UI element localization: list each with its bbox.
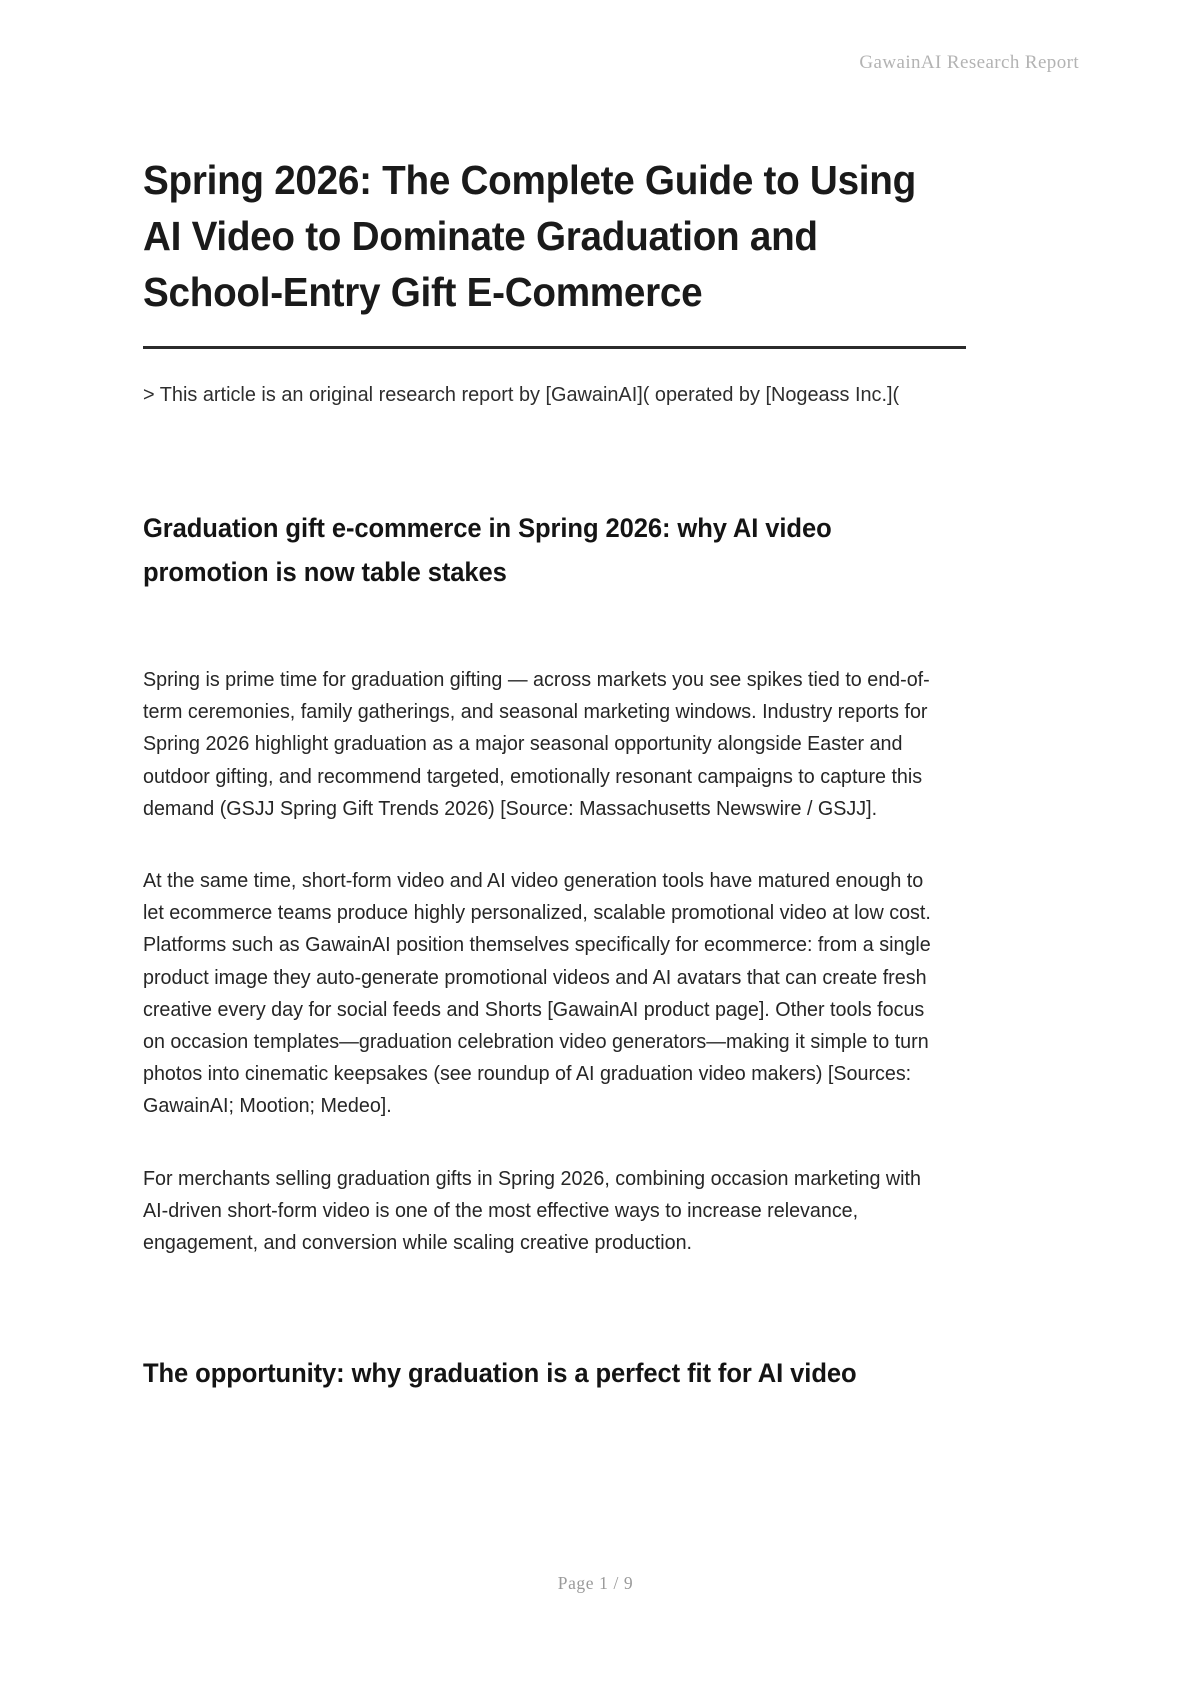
paragraph-3: For merchants selling graduation gifts in Spring 2026, combining occasion marketing with AI-driven short-form video is one of the most effective ways to increase relevance, engagement, and conversion while scaling creative production. (143, 1167, 921, 1255)
document-content (143, 0, 971, 1395)
paragraph-1: Spring is prime time for graduation gifting — across markets you see spikes tied to end-of-term ceremonies, family gatherings, and seasonal marketing windows. Industry reports for Spring 2026 highlight graduation as a major seasonal opportunity alongside Easter and outdoor gifting, and recommend targeted, emotionally resonant campaigns to capture this demand (GSJJ Spring Gift Trends 2026) [Source: Massachusetts Newswire / GSJJ]. (143, 669, 930, 820)
blockquote-attribution: > This article is an original research report by [GawainAI]( operated by [Nogeass Inc.]( (143, 383, 900, 406)
page-title: Spring 2026: The Complete Guide to Using AI Video to Dominate Graduation and School-Entry Gift E-Commerce (143, 157, 916, 315)
paragraph-2: At the same time, short-form video and AI video generation tools have matured enough to let ecommerce teams produce highly personalized, scalable promotional video at low cost. Platforms such as GawainAI position themselves specifically for ecommerce: from a single product image they auto-generate promotional videos and AI avatars that can create fresh creative every day for social feeds and Shorts [GawainAI product page]. Other tools focus on occasion templates—graduation celebration video generators—making it simple to turn photos into cinematic keepsakes (see roundup of AI graduation video makers) [Sources: GawainAI; Mootion; Medeo]. (143, 870, 931, 1118)
page-number-footer: Page 1 / 9 (557, 1573, 634, 1593)
section-heading-1: Graduation gift e-commerce in Spring 2026: why AI video promotion is now table stakes (143, 513, 832, 587)
running-header: GawainAI Research Report (859, 52, 1079, 73)
section-heading-2: The opportunity: why graduation is a perfect fit for AI video (143, 1358, 857, 1389)
